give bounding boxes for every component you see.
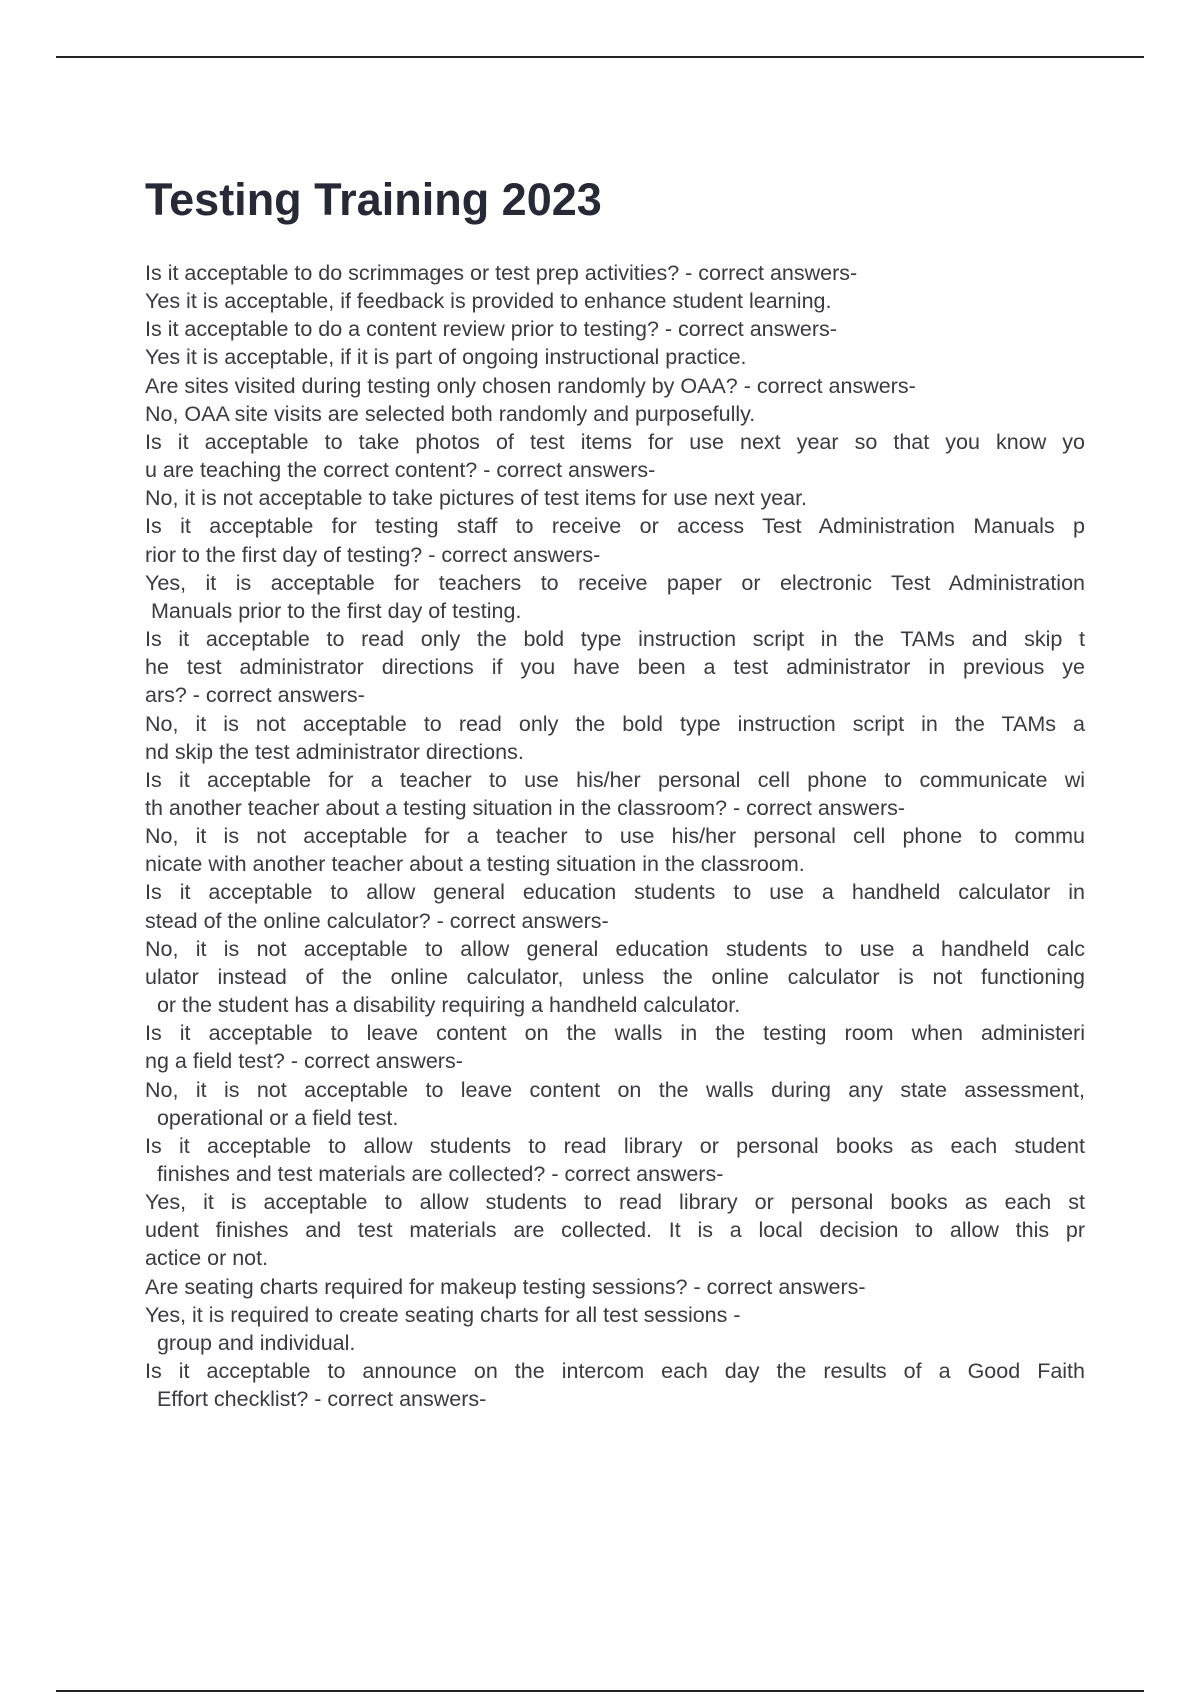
text-line: Is it acceptable for testing staff to receive or access Test Administration Manuals p <box>145 514 1085 539</box>
document-title: Testing Training 2023 <box>145 174 602 225</box>
text-line: or the student has a disability requiring a handheld calculator. <box>145 993 741 1018</box>
text-line: Are seating charts required for makeup testing sessions? - correct answers- <box>145 1274 866 1299</box>
text-line: Is it acceptable to announce on the intercom each day the results of a Good Faith <box>145 1359 1085 1384</box>
text-line: nicate with another teacher about a testing situation in the classroom. <box>145 852 805 877</box>
text-line: Manuals prior to the first day of testing. <box>145 598 522 623</box>
bottom-rule <box>56 1690 1144 1692</box>
text-line: ulator instead of the online calculator, unless the online calculator is not functioning <box>145 964 1085 989</box>
text-line: Are sites visited during testing only chosen randomly by OAA? - correct answers- <box>145 373 916 398</box>
text-line: Is it acceptable to take photos of test items for use next year so that you know yo <box>145 429 1085 454</box>
text-line: Is it acceptable to do scrimmages or test prep activities? - correct answers- <box>145 261 858 285</box>
text-line: Is it acceptable to read only the bold type instruction script in the TAMs and skip t <box>145 627 1085 652</box>
text-line: finishes and test materials are collected? - correct answers- <box>145 1162 724 1186</box>
text-line: nd skip the test administrator directions. <box>145 739 524 764</box>
text-line: ars? - correct answers- <box>145 683 365 708</box>
text-line: Yes it is acceptable, if it is part of ongoing instructional practice. <box>145 345 747 370</box>
text-line: No, it is not acceptable for a teacher to use his/her personal cell phone to commu <box>145 824 1085 849</box>
text-line: Is it acceptable for a teacher to use his/her personal cell phone to communicate wi <box>145 767 1085 792</box>
text-line: Yes, it is required to create seating charts for all test sessions - <box>145 1302 741 1327</box>
text-line: Is it acceptable to allow general education students to use a handheld calculator in <box>145 880 1085 905</box>
text-line: Is it acceptable to allow students to read library or personal books as each student <box>145 1133 1085 1158</box>
text-line: Yes, it is acceptable for teachers to receive paper or electronic Test Administration <box>145 570 1085 595</box>
text-line: actice or not. <box>145 1246 269 1271</box>
text-line: No, it is not acceptable to read only the bold type instruction script in the TAMs a <box>145 711 1085 736</box>
text-line: group and individual. <box>145 1330 356 1355</box>
text-line: Is it acceptable to do a content review prior to testing? - correct answers- <box>145 317 837 342</box>
top-rule <box>56 56 1144 58</box>
document-page <box>145 168 1085 1413</box>
text-line: Yes it is acceptable, if feedback is provided to enhance student learning. <box>145 289 832 314</box>
text-line: Is it acceptable to leave content on the walls in the testing room when administeri <box>145 1021 1085 1046</box>
text-line: rior to the first day of testing? - correct answers- <box>145 542 601 567</box>
text-line: th another teacher about a testing situation in the classroom? - correct answers- <box>145 795 906 820</box>
document-body <box>145 259 1085 1413</box>
text-line: No, it is not acceptable to leave content on the walls during any state assessment, <box>145 1077 1085 1102</box>
text-line: u are teaching the correct content? - correct answers- <box>145 458 656 483</box>
text-line: he test administrator directions if you have been a test administrator in previous ye <box>145 655 1085 680</box>
text-line: udent finishes and test materials are collected. It is a local decision to allow this pr <box>145 1218 1085 1243</box>
text-line: Yes, it is acceptable to allow students to read library or personal books as each st <box>145 1190 1085 1215</box>
text-line: stead of the online calculator? - correct answers- <box>145 908 609 933</box>
text-line: No, it is not acceptable to take pictures of test items for use next year. <box>145 486 808 511</box>
text-line: ng a field test? - correct answers- <box>145 1049 463 1074</box>
text-line: No, OAA site visits are selected both randomly and purposefully. <box>145 401 756 426</box>
text-line: No, it is not acceptable to allow general education students to use a handheld calc <box>145 936 1085 961</box>
text-line: operational or a field test. <box>145 1105 399 1130</box>
text-line: Effort checklist? - correct answers- <box>145 1387 487 1412</box>
